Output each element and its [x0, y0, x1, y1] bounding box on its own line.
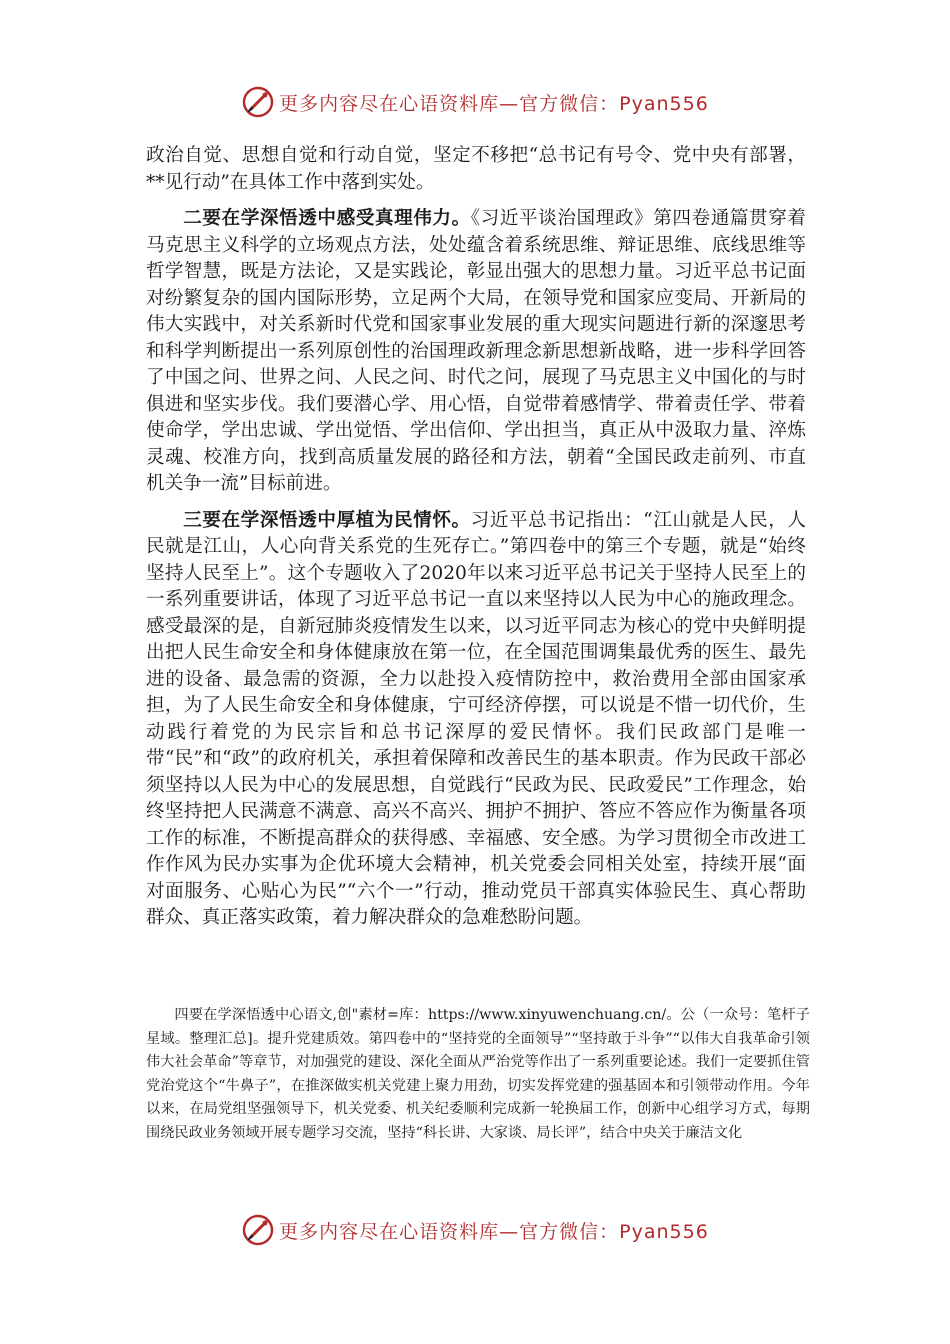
- banner-text: 更多内容尽在心语资料库—官方微信：Pyan556: [279, 92, 709, 115]
- paragraph-3-heading: 三要在学深悟透中厚植为民情怀。: [183, 509, 471, 531]
- paragraph-4: 四要在学深悟透中心语文,创"素材=库：https://www.xinyuwenchuang.cn/。公（一众号：笔杆子星域。整理汇总]。提升党建质效。第四卷中的“坚持党的全面领导”“坚持敢于斗争”“以伟大自我革命引领伟大社会革命”等章节，对加强党的建设、深化全面从严治党等作出了一系列重要论述。我们一定要抓住管党治党这个“牛鼻子”，在推深做实机关党建上聚力用劲，切实发挥党建的强基固本和引领带动作用。今年以来，在局党组坚强领导下，机关党委、机关纪委顺利完成新一轮换届工作，创新中心组学习方式，每期围绕民政业务领域开展专题学习交流，坚持“科长讲、大家谈、局长评”，结合中央关于廉洁文化: [146, 1007, 810, 1141]
- pen-logo-icon: [241, 85, 275, 119]
- continuation-paragraph: 政治自觉、思想自觉和行动自觉，坚定不移把“总书记有号令、党中央有部署，**见行动”在具体工作中落到实处。: [146, 145, 806, 193]
- paragraph-2-body: 《习近平谈治国理政》第四卷通篇贯穿着马克思主义科学的立场观点方法，处处蕴含着系统思维、辩证思维、底线思维等哲学智慧，既是方法论，又是实践论，彰显出强大的思想力量。习近平总书记面对纷繁复杂的国内国际形势，立足两个大局，在领导党和国家应变局、开新局的伟大实践中，对关系新时代党和国家事业发展的重大现实问题进行新的深邃思考和科学判断提出一系列原创性的治国理政新理念新思想新战略，进一步科学回答了中国之问、世界之问、人民之问、时代之问，展现了马克思主义中国化的与时俱进和坚实步伐。我们要潜心学、用心悟，自觉带着感情学、带着责任学、带着使命学，学出忠诚、学出觉悟、学出信仰、学出担当，真正从中汲取力量、淬炼灵魂、校准方向，找到高质量发展的路径和方法，朝着“全国民政走前列、市直机关争一流”目标前进。: [146, 208, 806, 494]
- document-body: [146, 143, 806, 932]
- paragraph-3: [146, 508, 806, 932]
- paragraph-2-heading: 二要在学深悟透中感受真理伟力。: [183, 208, 471, 229]
- banner-text: 更多内容尽在心语资料库—官方微信：Pyan556: [279, 1220, 709, 1243]
- document-small-section: [146, 1004, 810, 1146]
- paragraph-3-body: 习近平总书记指出：“江山就是人民，人民就是江山，人心向背关系党的生死存亡。”第四卷中的第三个专题，就是“始终坚持人民至上”。这个专题收入了2020年以来习近平总书记关于坚持人民至上的一系列重要讲话，体现了习近平总书记一直以来坚持以人民为中心的施政理念。感受最深的是，自新冠肺炎疫情发生以来，以习近平同志为核心的党中央鲜明提出把人民生命安全和身体健康放在第一位，在全国范围调集最优秀的医生、最先进的设备、最急需的资源，全力以赴投入疫情防控中，救治费用全部由国家承担，为了人民生命安全和身体健康，宁可经济停摆，可以说是不惜一切代价，生动践行着党的为民宗旨和总书记深厚的爱民情怀。我们民政部门是唯一带“民”和“政”的政府机关，承担着保障和改善民生的基本职责。作为民政干部必须坚持以人民为中心的发展思想，自觉践行“民政为民、民政爱民”工作理念，始终坚持把人民满意不满意、高兴不高兴、拥护不拥护、答应不答应作为衡量各项工作的标准，不断提高群众的获得感、幸福感、安全感。为学习贯彻全市改进工作作风为民办实事为企优环境大会精神，机关党委会同相关处室，持续开展“面对面服务、心贴心为民”“六个一”行动，推动党员干部真实体验民生、真心帮助群众、真正落实政策，着力解决群众的急难愁盼问题。: [146, 509, 806, 928]
- pen-logo-icon: [241, 1213, 275, 1247]
- footer-banner: [0, 1210, 950, 1250]
- header-banner: [0, 82, 950, 122]
- paragraph-2: [146, 206, 806, 498]
